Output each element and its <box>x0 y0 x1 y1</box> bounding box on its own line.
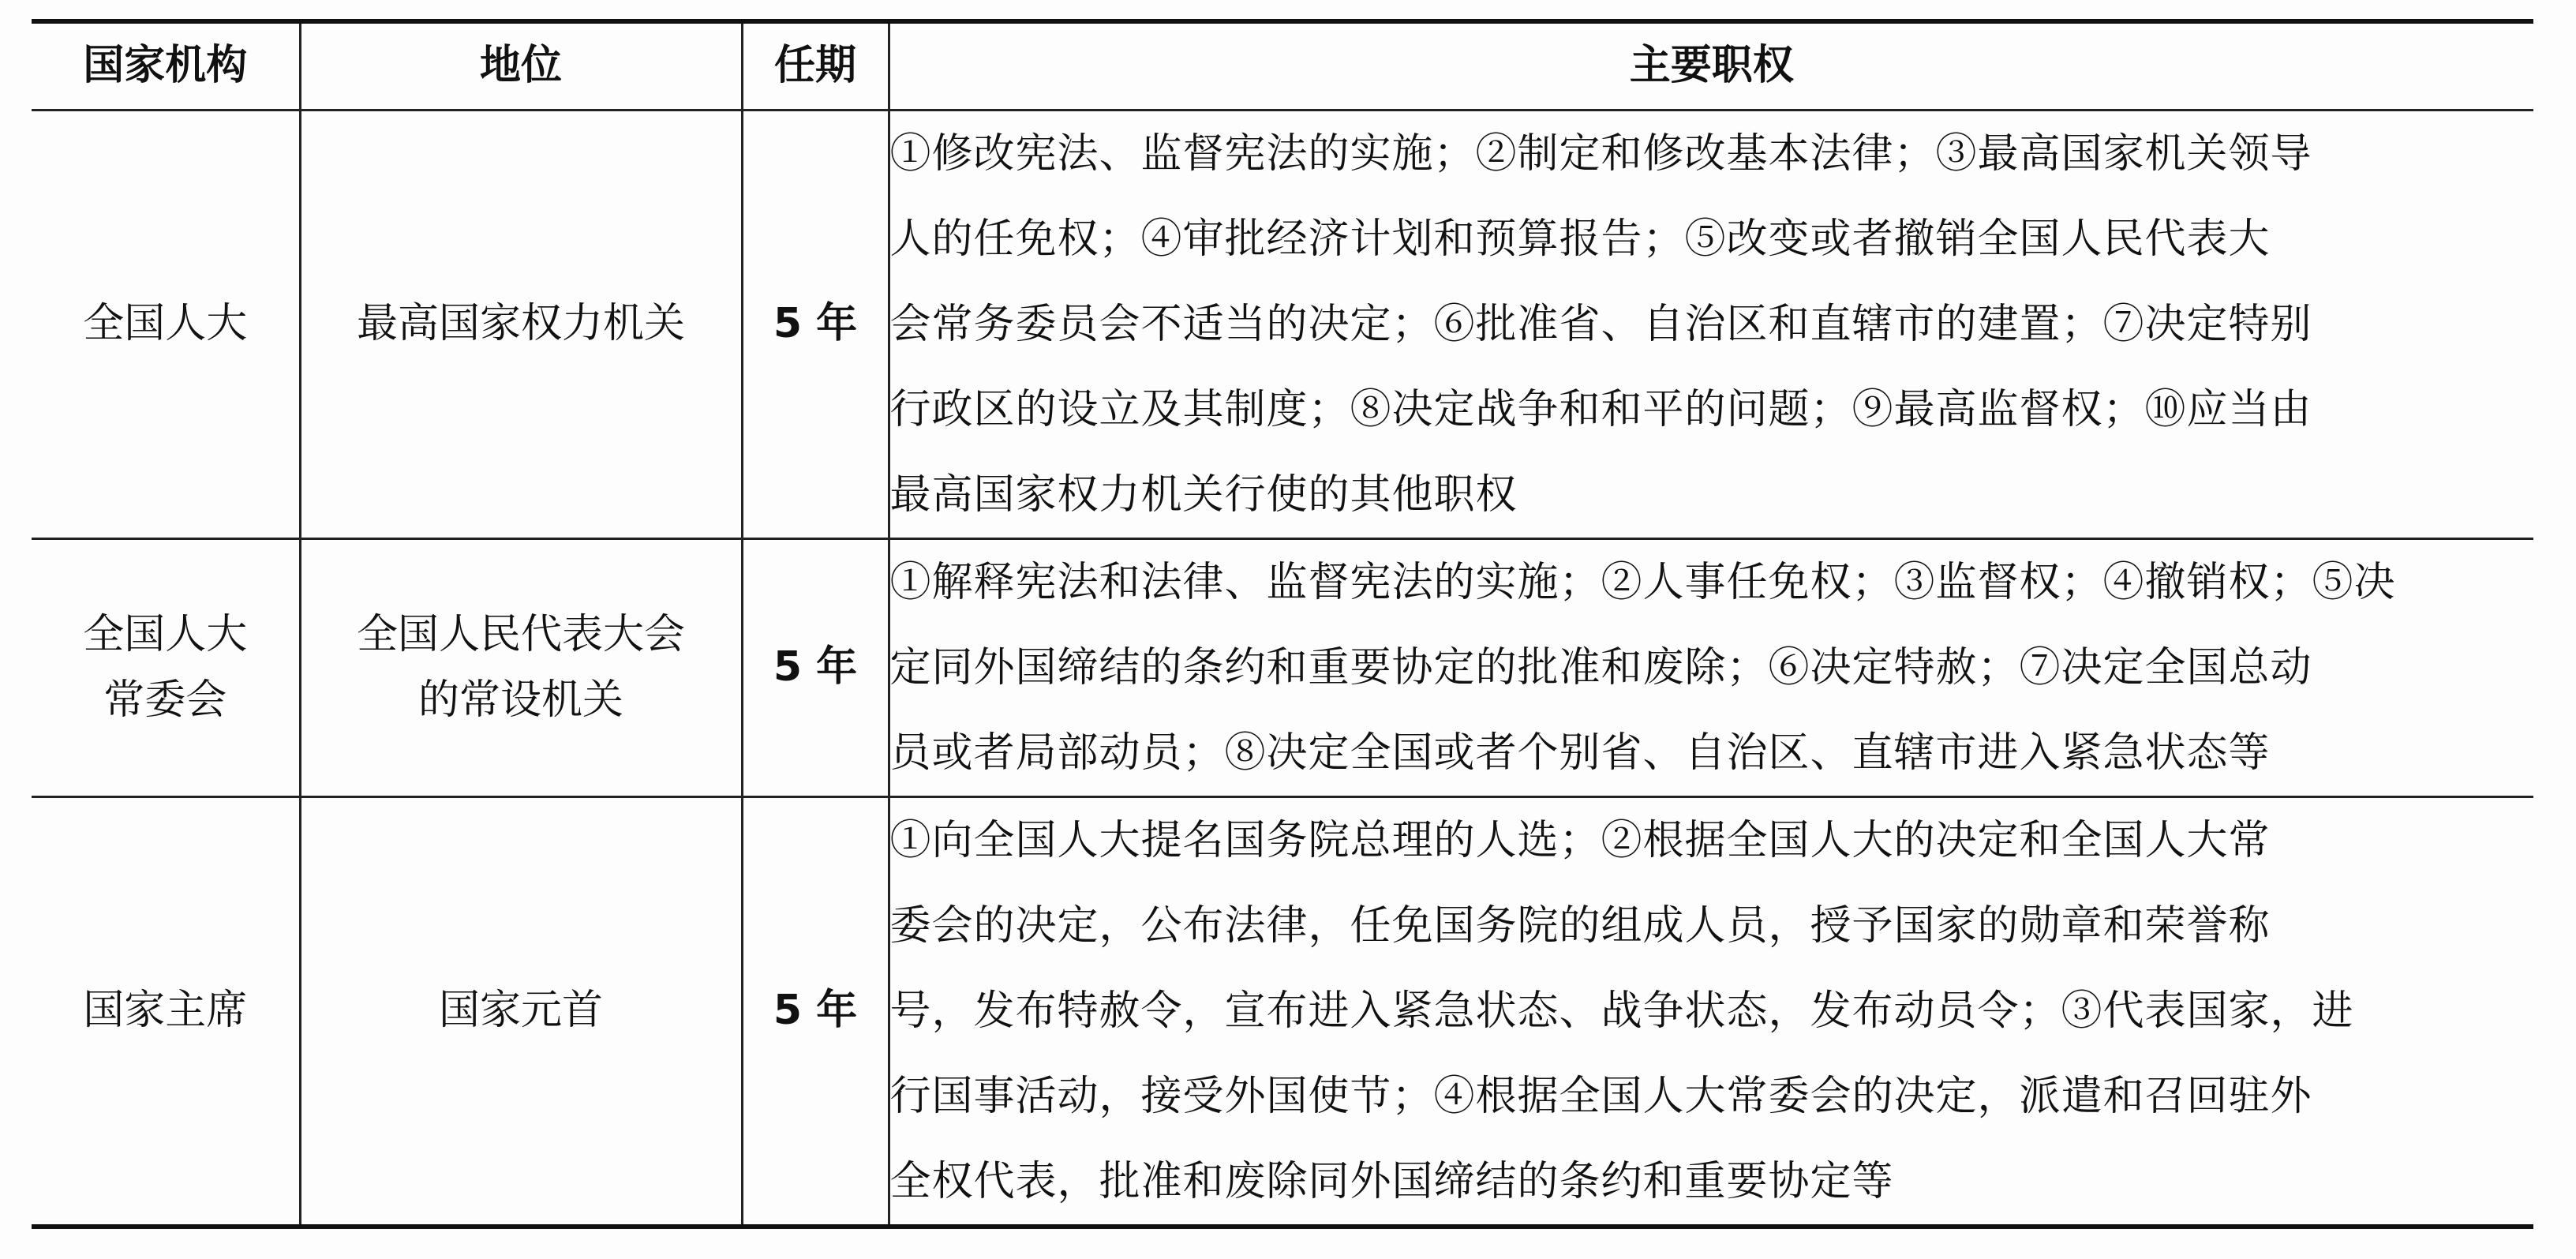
powers-cell <box>889 111 2533 539</box>
organ-name: 全国人大 <box>83 610 248 658</box>
header-term: 任期 <box>742 21 889 111</box>
powers-line: 委会的决定，公布法律，任免国务院的组成人员，授予国家的勋章和荣誉称 <box>889 902 2271 950</box>
status-text: 全国人民代表大会 <box>356 610 685 658</box>
organ-cell <box>32 111 300 539</box>
table-row <box>32 111 2533 539</box>
organ-name: 常委会 <box>103 676 227 724</box>
powers-line: ①解释宪法和法律、监督宪法的实施；②人事任免权；③监督权；④撤销权；⑤决 <box>889 559 2396 606</box>
status-cell <box>300 539 742 797</box>
powers-line: ①向全国人大提名国务院总理的人选；②根据全国人大的决定和全国人大常 <box>889 817 2271 864</box>
status-cell <box>300 797 742 1227</box>
powers-line: 全权代表，批准和废除同外国缔结的条约和重要协定等 <box>889 1158 1894 1205</box>
powers-cell <box>889 539 2533 797</box>
term-cell: 5 年 <box>742 797 889 1227</box>
organ-name: 全国人大 <box>83 300 248 348</box>
status-text: 国家元首 <box>438 987 603 1035</box>
organ-cell <box>32 539 300 797</box>
powers-line: 定同外国缔结的条约和重要协定的批准和废除；⑥决定特赦；⑦决定全国总动 <box>889 644 2312 691</box>
powers-line: 人的任免权；④审批经济计划和预算报告；⑤改变或者撤销全国人民代表大 <box>889 215 2271 263</box>
powers-line: 行政区的设立及其制度；⑧决定战争和和平的问题；⑨最高监督权；⑩应当由 <box>889 386 2312 433</box>
status-text: 的常设机关 <box>417 676 623 724</box>
powers-line: ①修改宪法、监督宪法的实施；②制定和修改基本法律；③最高国家机关领导 <box>889 130 2312 178</box>
status-text: 最高国家权力机关 <box>356 300 685 348</box>
powers-line: 员或者局部动员；⑧决定全国或者个别省、自治区、直辖市进入紧急状态等 <box>889 729 2271 777</box>
term-cell: 5 年 <box>742 111 889 539</box>
powers-line: 最高国家权力机关行使的其他职权 <box>889 471 1518 519</box>
table-row <box>32 539 2533 797</box>
powers-line: 会常务委员会不适当的决定；⑥批准省、自治区和直辖市的建置；⑦决定特别 <box>889 301 2312 348</box>
powers-cell <box>889 797 2533 1227</box>
table-row <box>32 797 2533 1227</box>
header-powers: 主要职权 <box>889 21 2533 111</box>
status-cell <box>300 111 742 539</box>
header-organ: 国家机构 <box>32 21 300 111</box>
organ-name: 国家主席 <box>83 987 248 1035</box>
term-cell: 5 年 <box>742 539 889 797</box>
organ-cell <box>32 797 300 1227</box>
table-header-row <box>32 21 2533 111</box>
powers-line: 号，发布特赦令，宣布进入紧急状态、战争状态，发布动员令；③代表国家，进 <box>889 987 2354 1035</box>
powers-line: 行国事活动，接受外国使节；④根据全国人大常委会的决定，派遣和召回驻外 <box>889 1073 2312 1120</box>
header-status: 地位 <box>300 21 742 111</box>
state-organs-table <box>32 19 2533 1229</box>
